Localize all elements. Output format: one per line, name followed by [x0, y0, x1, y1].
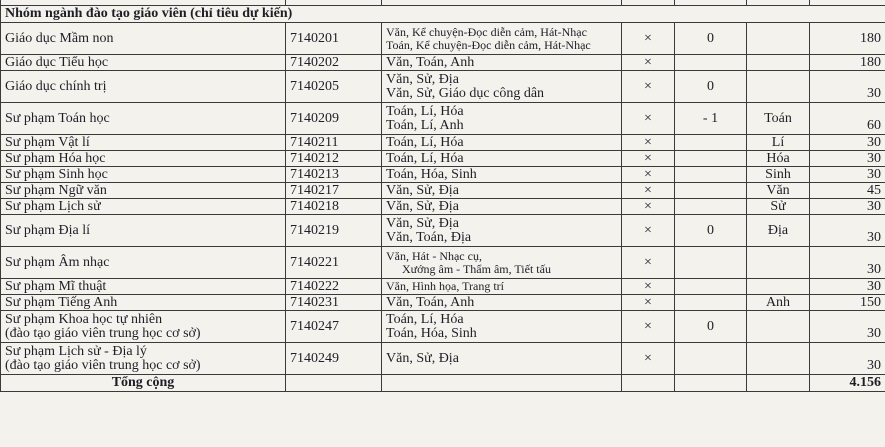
subject-combination — [382, 103, 622, 135]
major-name — [1, 103, 286, 135]
mark-cell: × — [622, 295, 675, 311]
major-code: 7140205 — [286, 71, 382, 103]
subject-line: Văn, Toán, Anh — [386, 54, 475, 70]
subject-combination — [382, 311, 622, 343]
main-subject-cell — [747, 23, 810, 55]
mark-cell: × — [622, 135, 675, 151]
major-name-line: (đào tạo giáo viên trung học cơ sở) — [5, 357, 201, 373]
major-name — [1, 279, 286, 295]
mark-cell: × — [622, 71, 675, 103]
priority-cell — [675, 199, 747, 215]
subject-line: Văn, Kể chuyện-Đọc diễn cảm, Hát-Nhạc — [386, 24, 587, 39]
mark-cell: × — [622, 247, 675, 279]
major-name — [1, 247, 286, 279]
subject-combination — [382, 55, 622, 71]
priority-cell — [675, 295, 747, 311]
quota-cell: 30 — [810, 343, 885, 375]
subject-combination — [382, 247, 622, 279]
subject-combination — [382, 23, 622, 55]
major-name-line: Sư phạm Hóa học — [5, 150, 106, 166]
subject-line: Toán, Hóa, Sinh — [386, 325, 477, 341]
subject-line: Văn, Sử, Địa — [386, 71, 459, 87]
total-label: Tổng cộng — [1, 375, 286, 392]
main-subject-cell: Toán — [747, 103, 810, 135]
mark-cell: × — [622, 343, 675, 375]
major-code: 7140212 — [286, 151, 382, 167]
table-body — [1, 23, 885, 375]
subject-combination — [382, 135, 622, 151]
major-name-line: Giáo dục chính trị — [5, 78, 107, 94]
subject-combination — [382, 71, 622, 103]
major-name-line: Sư phạm Khoa học tự nhiên — [5, 311, 163, 327]
major-code: 7140221 — [286, 247, 382, 279]
major-name — [1, 183, 286, 199]
major-name — [1, 167, 286, 183]
main-subject-cell: Văn — [747, 183, 810, 199]
subject-line: Văn, Sử, Địa — [386, 198, 459, 214]
priority-cell — [675, 247, 747, 279]
subject-line: Toán, Lí, Hóa — [386, 134, 464, 150]
major-name — [1, 151, 286, 167]
total-row — [1, 375, 885, 392]
mark-cell: × — [622, 23, 675, 55]
priority-cell — [675, 279, 747, 295]
quota-cell: 30 — [810, 151, 885, 167]
subject-line: Văn, Sử, Địa — [386, 350, 459, 366]
quota-cell: 60 — [810, 103, 885, 135]
mark-cell: × — [622, 103, 675, 135]
major-code: 7140213 — [286, 167, 382, 183]
mark-cell: × — [622, 151, 675, 167]
table-row — [1, 167, 885, 183]
section-title: Nhóm ngành đào tạo giáo viên (chỉ tiêu dự kiến) — [1, 6, 885, 23]
priority-cell — [675, 55, 747, 71]
quota-cell: 30 — [810, 311, 885, 343]
major-code: 7140218 — [286, 199, 382, 215]
major-code: 7140247 — [286, 311, 382, 343]
mark-cell: × — [622, 167, 675, 183]
total-subject-cell — [382, 375, 622, 392]
main-subject-cell — [747, 343, 810, 375]
subject-line: Toán, Kể chuyện-Đọc diễn cảm, Hát-Nhạc — [386, 37, 591, 52]
section-header-row — [1, 6, 885, 23]
major-name — [1, 215, 286, 247]
priority-cell — [675, 167, 747, 183]
major-name-line: Sư phạm Ngữ văn — [5, 182, 107, 198]
subject-combination — [382, 151, 622, 167]
priority-cell: 0 — [675, 71, 747, 103]
subject-line: Văn, Hát - Nhạc cụ, — [386, 248, 482, 263]
subject-line: Toán, Lí, Hóa — [386, 150, 464, 166]
major-code: 7140217 — [286, 183, 382, 199]
quota-cell: 30 — [810, 247, 885, 279]
major-name — [1, 295, 286, 311]
major-name-line: Sư phạm Vật lí — [5, 134, 90, 150]
major-name-line: Sư phạm Lịch sử - Địa lý — [5, 343, 147, 359]
quota-cell: 180 — [810, 55, 885, 71]
quota-cell: 150 — [810, 295, 885, 311]
priority-cell — [675, 183, 747, 199]
major-name — [1, 199, 286, 215]
quota-cell: 30 — [810, 71, 885, 103]
quota-cell: 30 — [810, 215, 885, 247]
main-subject-cell — [747, 311, 810, 343]
subject-line: Xướng âm - Thẩm âm, Tiết tấu — [402, 261, 551, 276]
priority-cell — [675, 343, 747, 375]
table-row — [1, 215, 885, 247]
major-code: 7140202 — [286, 55, 382, 71]
subject-line: Văn, Hình họa, Trang trí — [386, 279, 504, 293]
table-row — [1, 279, 885, 295]
major-code: 7140249 — [286, 343, 382, 375]
subject-line: Toán, Lí, Anh — [386, 117, 464, 133]
priority-cell: 0 — [675, 23, 747, 55]
table-row — [1, 23, 885, 55]
total-value: 4.156 — [810, 375, 885, 392]
subject-combination — [382, 343, 622, 375]
major-name-line: Sư phạm Lịch sử — [5, 198, 101, 214]
total-mark-cell — [622, 375, 675, 392]
main-subject-cell — [747, 247, 810, 279]
major-name-line: Sư phạm Mĩ thuật — [5, 278, 107, 294]
quota-cell: 30 — [810, 199, 885, 215]
main-subject-cell — [747, 71, 810, 103]
mark-cell: × — [622, 199, 675, 215]
major-code: 7140231 — [286, 295, 382, 311]
major-name — [1, 71, 286, 103]
main-subject-cell: Địa — [747, 215, 810, 247]
subject-combination — [382, 167, 622, 183]
major-name-line: (đào tạo giáo viên trung học cơ sở) — [5, 325, 201, 341]
subject-line: Toán, Hóa, Sinh — [386, 166, 477, 182]
table-row — [1, 71, 885, 103]
major-code: 7140211 — [286, 135, 382, 151]
major-name-line: Sư phạm Toán học — [5, 110, 110, 126]
quota-cell: 180 — [810, 23, 885, 55]
subject-combination — [382, 215, 622, 247]
major-code: 7140219 — [286, 215, 382, 247]
priority-cell: - 1 — [675, 103, 747, 135]
major-code: 7140222 — [286, 279, 382, 295]
mark-cell: × — [622, 183, 675, 199]
priority-cell — [675, 135, 747, 151]
priority-cell — [675, 151, 747, 167]
quota-cell: 45 — [810, 183, 885, 199]
table-row — [1, 151, 885, 167]
major-name-line: Sư phạm Địa lí — [5, 222, 90, 238]
major-name-line: Sư phạm Âm nhạc — [5, 254, 110, 270]
subject-line: Văn, Toán, Địa — [386, 229, 472, 245]
subject-line: Văn, Toán, Anh — [386, 294, 475, 310]
table-row — [1, 343, 885, 375]
total-code-cell — [286, 375, 382, 392]
table-row — [1, 295, 885, 311]
main-subject-cell: Lí — [747, 135, 810, 151]
table-row — [1, 247, 885, 279]
major-name — [1, 23, 286, 55]
mark-cell: × — [622, 55, 675, 71]
mark-cell: × — [622, 215, 675, 247]
subject-line: Toán, Lí, Hóa — [386, 103, 464, 119]
subject-line: Văn, Sử, Địa — [386, 215, 459, 231]
major-name — [1, 55, 286, 71]
main-subject-cell — [747, 279, 810, 295]
main-subject-cell — [747, 55, 810, 71]
subject-combination — [382, 295, 622, 311]
quota-cell: 30 — [810, 135, 885, 151]
total-main-subject-cell — [747, 375, 810, 392]
major-name — [1, 343, 286, 375]
table-row — [1, 135, 885, 151]
mark-cell: × — [622, 279, 675, 295]
subject-line: Văn, Sử, Địa — [386, 182, 459, 198]
subject-line: Văn, Sử, Giáo dục công dân — [386, 85, 545, 101]
table-row — [1, 103, 885, 135]
main-subject-cell: Anh — [747, 295, 810, 311]
priority-cell: 0 — [675, 215, 747, 247]
major-name-line: Giáo dục Mầm non — [5, 30, 114, 46]
table-row — [1, 183, 885, 199]
table-row — [1, 55, 885, 71]
subject-line: Toán, Lí, Hóa — [386, 311, 464, 327]
subject-combination — [382, 199, 622, 215]
main-subject-cell: Sử — [747, 199, 810, 215]
main-subject-cell: Hóa — [747, 151, 810, 167]
quota-cell: 30 — [810, 167, 885, 183]
table-row — [1, 311, 885, 343]
mark-cell: × — [622, 311, 675, 343]
main-subject-cell: Sinh — [747, 167, 810, 183]
major-name-line: Sư phạm Tiếng Anh — [5, 294, 118, 310]
major-name-line: Giáo dục Tiểu học — [5, 54, 109, 70]
total-priority-cell — [675, 375, 747, 392]
major-name — [1, 135, 286, 151]
major-code: 7140209 — [286, 103, 382, 135]
quota-cell: 30 — [810, 279, 885, 295]
major-name — [1, 311, 286, 343]
priority-cell: 0 — [675, 311, 747, 343]
table-row — [1, 199, 885, 215]
major-name-line: Sư phạm Sinh học — [5, 166, 108, 182]
major-code: 7140201 — [286, 23, 382, 55]
subject-combination — [382, 279, 622, 295]
subject-combination — [382, 183, 622, 199]
